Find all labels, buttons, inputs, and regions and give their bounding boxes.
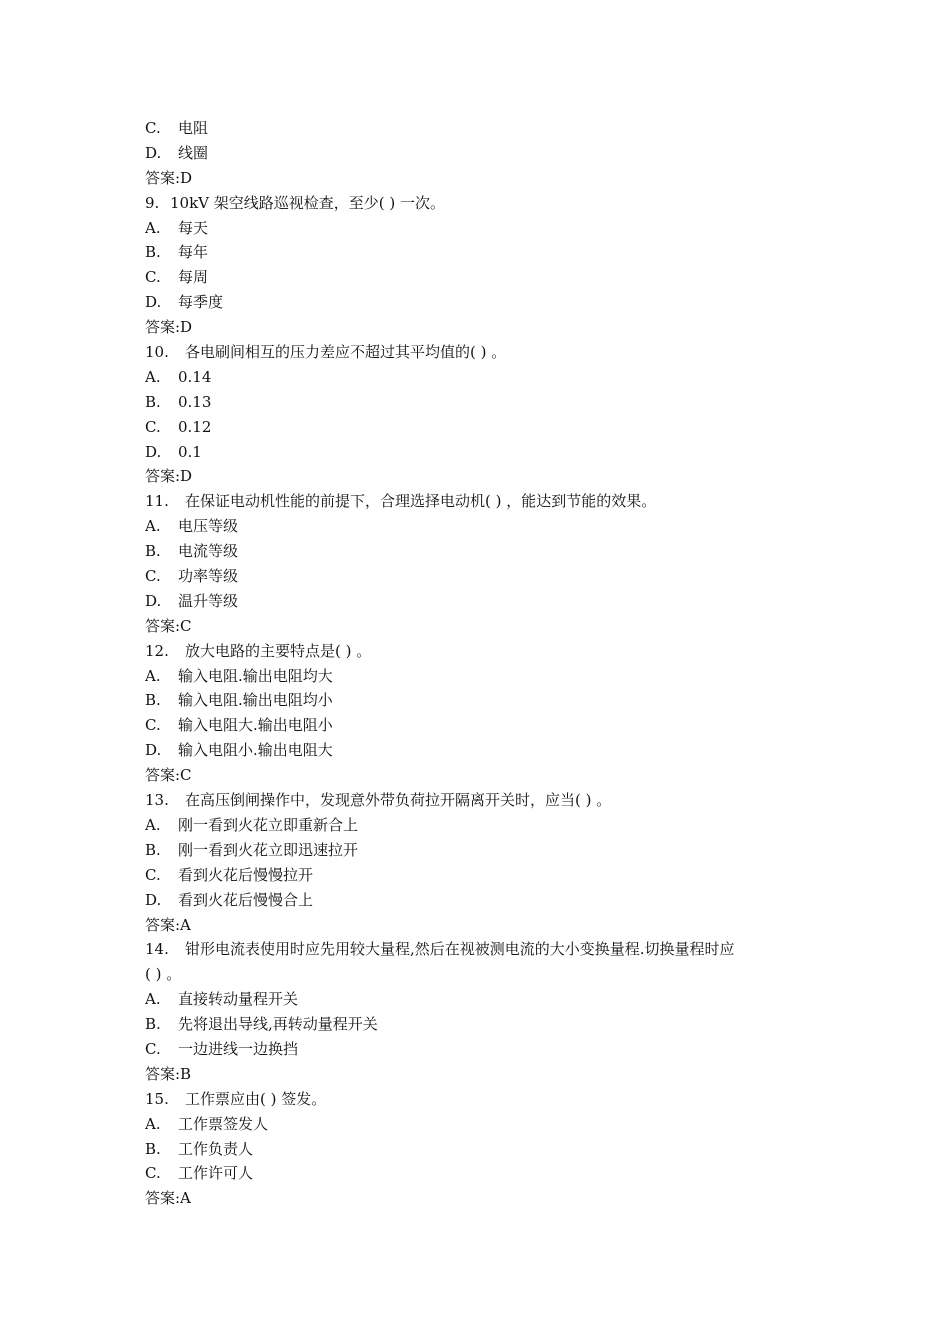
option-key: C. <box>145 567 161 586</box>
option-line <box>145 888 825 913</box>
option-text: 每天 <box>178 218 209 237</box>
option-line <box>145 813 825 838</box>
option-key: D. <box>145 293 162 312</box>
option-line <box>145 216 825 241</box>
answer-line: 答案:B <box>145 1064 192 1083</box>
option-line <box>145 589 825 614</box>
option-key: C. <box>145 1164 161 1183</box>
option-line <box>145 365 825 390</box>
question-text: 放大电路的主要特点是( ) 。 <box>185 641 372 660</box>
option-key: A. <box>145 815 161 834</box>
document-body <box>145 116 825 1211</box>
option-key: B. <box>145 1139 161 1158</box>
option-text: 0.12 <box>178 417 212 436</box>
question-number: 13. <box>145 791 169 810</box>
question-number: 15. <box>145 1089 169 1108</box>
option-line <box>145 1161 825 1186</box>
answer-line: 答案:D <box>145 467 193 486</box>
option-key: B. <box>145 840 161 859</box>
option-line <box>145 987 825 1012</box>
option-key: C. <box>145 119 161 137</box>
option-line <box>145 1137 825 1162</box>
question-number: 14. <box>145 940 169 959</box>
option-key: C. <box>145 1039 161 1058</box>
option-text: 每季度 <box>178 293 224 312</box>
answer-line: 答案:C <box>145 616 192 635</box>
option-line <box>145 539 825 564</box>
question-text: 在高压倒闸操作中，发现意外带负荷拉开隔离开关时，应当( ) 。 <box>185 791 612 810</box>
question-line <box>145 489 825 514</box>
option-line <box>145 564 825 589</box>
question-line <box>145 937 825 962</box>
option-key: A. <box>145 990 161 1009</box>
option-text: 一边进线一边换挡 <box>178 1039 299 1058</box>
option-key: C. <box>145 865 161 884</box>
option-text: 线圈 <box>178 143 209 162</box>
option-key: D. <box>145 591 162 610</box>
option-key: C. <box>145 716 161 735</box>
option-text: 看到火花后慢慢拉开 <box>178 865 314 884</box>
option-line <box>145 141 825 166</box>
option-text: 输入电阻小.输出电阻大 <box>178 741 333 760</box>
option-line <box>145 116 825 141</box>
option-line <box>145 514 825 539</box>
option-text: 电压等级 <box>178 517 239 536</box>
question-number: 10. <box>145 343 169 362</box>
option-line <box>145 415 825 440</box>
option-key: B. <box>145 542 161 561</box>
option-text: 每周 <box>178 268 209 287</box>
option-line <box>145 1037 825 1062</box>
option-key: A. <box>145 218 161 237</box>
option-text: 0.13 <box>178 392 212 411</box>
question-text: 工作票应由( ) 签发。 <box>185 1089 327 1108</box>
option-line <box>145 664 825 689</box>
option-text: 工作票签发人 <box>178 1114 269 1133</box>
option-line <box>145 738 825 763</box>
option-key: B. <box>145 392 161 411</box>
option-line <box>145 440 825 465</box>
option-text: 温升等级 <box>178 591 239 610</box>
question-text: 10kV 架空线路巡视检查，至少( ) 一次。 <box>170 193 446 212</box>
option-key: A. <box>145 367 161 386</box>
option-text: 刚一看到火花立即重新合上 <box>178 815 359 834</box>
option-text: 输入电阻大.输出电阻小 <box>178 716 333 735</box>
option-key: D. <box>145 741 162 760</box>
question-text: 各电刷间相互的压力差应不超过其平均值的( ) 。 <box>185 343 507 362</box>
question-line <box>145 788 825 813</box>
option-text: 0.14 <box>178 367 212 386</box>
question-line <box>145 340 825 365</box>
option-key: B. <box>145 243 161 262</box>
option-text: 电阻 <box>178 119 209 137</box>
answer-line: 答案:D <box>145 318 193 337</box>
question-line <box>145 639 825 664</box>
option-text: 工作许可人 <box>178 1164 254 1183</box>
answer-line: 答案:A <box>145 915 191 934</box>
question-number: 12. <box>145 641 169 660</box>
option-line <box>145 390 825 415</box>
option-text: 先将退出导线,再转动量程开关 <box>178 1015 378 1034</box>
option-key: B. <box>145 1015 161 1034</box>
option-line <box>145 863 825 888</box>
option-text: 看到火花后慢慢合上 <box>178 890 314 909</box>
option-text: 功率等级 <box>178 567 239 586</box>
option-key: B. <box>145 691 161 710</box>
option-key: D. <box>145 890 162 909</box>
question-line-continuation: ( ) 。 <box>145 965 182 984</box>
option-line <box>145 265 825 290</box>
option-key: D. <box>145 143 162 162</box>
option-line <box>145 838 825 863</box>
option-text: 工作负责人 <box>178 1139 254 1158</box>
answer-line: 答案:C <box>145 766 192 785</box>
answer-line: 答案:A <box>145 1189 191 1208</box>
question-number: 11. <box>145 492 169 511</box>
option-key: A. <box>145 517 161 536</box>
option-text: 电流等级 <box>178 542 239 561</box>
option-line <box>145 713 825 738</box>
option-line <box>145 1012 825 1037</box>
option-text: 每年 <box>178 243 209 262</box>
question-text: 钳形电流表使用时应先用较大量程,然后在视被测电流的大小变换量程.切换量程时应 <box>185 940 735 959</box>
option-line <box>145 1112 825 1137</box>
option-text: 输入电阻.输出电阻均小 <box>178 691 333 710</box>
option-text: 直接转动量程开关 <box>178 990 299 1009</box>
question-line <box>145 191 825 216</box>
option-text: 刚一看到火花立即迅速拉开 <box>178 840 359 859</box>
option-text: 输入电阻.输出电阻均大 <box>178 666 333 685</box>
question-line <box>145 1087 825 1112</box>
option-key: D. <box>145 442 162 461</box>
option-line <box>145 688 825 713</box>
answer-line: 答案:D <box>145 168 193 187</box>
option-text: 0.1 <box>178 442 202 461</box>
option-key: C. <box>145 268 161 287</box>
question-text: 在保证电动机性能的前提下，合理选择电动机( ) ，能达到节能的效果。 <box>185 492 657 511</box>
question-number: 9. <box>145 193 160 212</box>
option-key: A. <box>145 666 161 685</box>
option-key: C. <box>145 417 161 436</box>
option-key: A. <box>145 1114 161 1133</box>
option-line <box>145 240 825 265</box>
option-line <box>145 290 825 315</box>
